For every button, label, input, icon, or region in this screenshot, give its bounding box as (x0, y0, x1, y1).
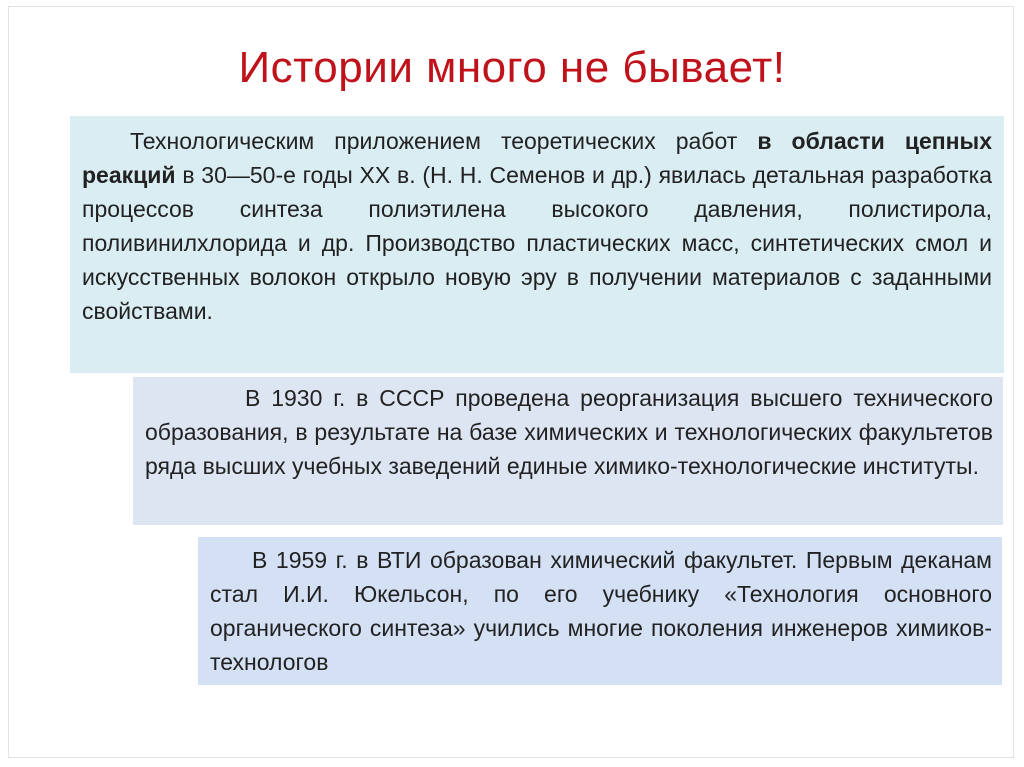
text-block-1930-reorganization (133, 377, 1003, 525)
paragraph: В 1930 г. в СССР проведена реорганизация высшего технического образования, в результате на базе химических и технологических факультетов ряда высших учебных заведений единые химико-технологические институты. (145, 385, 993, 479)
paragraph (82, 124, 992, 328)
paragraph-bold-text: в области цепных реакций (82, 128, 992, 188)
text-block-1959-faculty (198, 537, 1002, 685)
paragraph-text-end: в 30—50-е годы XX в. (Н. Н. Семенов и др.) явилась детальная разработка процессов синтеза полиэтилена высокого давления, полистирола, поливинилхлорида и др. Производство пластических масс, синтетических смол и искусственных волокон открыло новую эру в получении материалов с заданными свойствами. (82, 162, 992, 324)
slide-title: Истории много не бывает! (238, 43, 786, 92)
paragraph-text-start: Технологическим приложением теоретических работ (130, 128, 758, 154)
paragraph: В 1959 г. в ВТИ образован химический факультет. Первым деканам стал И.И. Юкельсон, по его учебнику «Технология основного органического синтеза» учились многие поколения инженеров химиков-технологов (210, 547, 992, 675)
text-block-chain-reactions (70, 116, 1004, 373)
